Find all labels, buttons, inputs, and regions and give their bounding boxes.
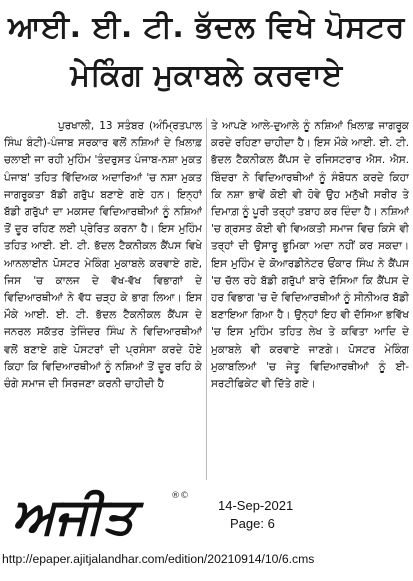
headline-line-2: ਮੇਕਿੰਗ ਮੁਕਾਬਲੇ ਕਰਵਾਏ [70,58,343,93]
edition-date: 14-Sep-2021 [218,498,294,513]
article-column-left [4,118,202,480]
column-divider [206,118,207,480]
source-url[interactable]: http://epaper.ajitjalandhar.com/edition/20210914/10/6.cms [2,552,315,566]
headline-line-1: ਆਈ. ਈ. ਟੀ. ਭੱਦਲ ਵਿਖੇ ਪੋਸਟਰ [8,10,405,45]
newspaper-logo: ਅਜੀਤ [12,486,135,545]
article-paragraph: ਪੁਰਖਾਲੀ, 13 ਸਤੰਬਰ (ਅੰਮ੍ਰਿਤਪਾਲ ਸਿੰਘ ਬੰਟੀ)-ਪੰਜਾਬ ਸਰਕਾਰ ਵਲੋਂ ਨਸ਼ਿਆਂ ਦੇ ਖ਼ਿਲਾਫ਼ ਚਲਾਈ ਜਾ ਰਹੀ ਮੁਹਿੰਮ 'ਤੰਦਰੁਸਤ ਪੰਜਾਬ-ਨਸ਼ਾ ਮੁਕਤ ਪੰਜਾਬ' ਤਹਿਤ ਵਿੱਦਿਅਕ ਅਦਾਰਿਆਂ 'ਚ ਨਸ਼ਾ ਮੁਕਤ ਜਾਗਰੂਕਤਾ ਬੱਡੀ ਗਰੁੱਪ ਬਣਾਏ ਗਏ ਹਨ। ਇਨ੍ਹਾਂ ਬੱਡੀ ਗਰੁੱਪਾਂ ਦਾ ਮਕਸਦ ਵਿਦਿਆਰਥੀਆਂ ਨੂੰ ਨਸ਼ਿਆਂ ਤੋਂ ਦੂਰ ਰਹਿਣ ਲਈ ਪ੍ਰੇਰਿਤ ਕਰਨਾ ਹੈ। ਇਸ ਮੁਹਿੰਮ ਤਹਿਤ ਆਈ. ਈ. ਟੀ. ਭੱਦਲ ਟੈਕਨੀਕਲ ਕੈਂਪਸ ਵਿਖੇ ਆਨਲਾਈਨ ਪੋਸਟਰ ਮੇਕਿੰਗ ਮੁਕਾਬਲੇ ਕਰਵਾਏ ਗਏ, ਜਿਸ 'ਚ ਕਾਲਜ ਦੇ ਵੱਖ-ਵੱਖ ਵਿਭਾਗਾਂ ਦੇ ਵਿਦਿਆਰਥੀਆਂ ਨੇ ਵੱਧ ਚੜ੍ਹ ਕੇ ਭਾਗ ਲਿਆ। ਇਸ ਮੌਕੇ ਆਈ. ਈ. ਟੀ. ਭੱਦਲ ਟੈਕਨੀਕਲ ਕੈਂਪਸ ਦੇ ਜਨਰਲ ਸਕੱਤਰ ਤੇਜਿੰਦਰ ਸਿੰਘ ਨੇ ਵਿਦਿਆਰਥੀਆਂ ਵਲੋਂ ਬਣਾਏ ਗਏ ਪੋਸਟਰਾਂ ਦੀ ਪ੍ਰਸੰਸਾ ਕਰਦੇ ਹੋਏ ਕਿਹਾ ਕਿ ਵਿਦਿਆਰਥੀਆਂ ਨੂੰ ਨਸ਼ਿਆਂ ਤੋਂ ਦੂਰ ਰਹਿ ਕੇ ਚੰਗੇ ਸਮਾਜ ਦੀ ਸਿਰਜਣਾ ਕਰਨੀ ਚਾਹੀਦੀ ਹੈ [4,120,202,391]
registered-mark: ®© [171,491,189,501]
article-paragraph: ਤੇ ਆਪਣੇ ਆਲੇ-ਦੁਆਲੇ ਨੂੰ ਨਸ਼ਿਆਂ ਖ਼ਿਲਾਫ਼ ਜਾਗਰੂਕ ਕਰਦੇ ਰਹਿਣਾ ਚਾਹੀਦਾ ਹੈ। ਇਸ ਮੌਕੇ ਆਈ. ਈ. ਟੀ. ਭੱਦਲ ਟੈਕਨੀਕਲ ਕੈਂਪਸ ਦੇ ਰਜਿਸਟਰਾਰ ਐਸ. ਐਸ. ਬਿੰਦਰਾ ਨੇ ਵਿਦਿਆਰਥੀਆਂ ਨੂੰ ਸੰਬੋਧਨ ਕਰਦੇ ਕਿਹਾ ਕਿ ਨਸ਼ਾ ਭਾਵੇਂ ਕੋਈ ਵੀ ਹੋਵੇ ਉਹ ਮਨੁੱਖੀ ਸਰੀਰ ਤੇ ਦਿਮਾਗ਼ ਨੂੰ ਪੂਰੀ ਤਰ੍ਹਾਂ ਤਬਾਹ ਕਰ ਦਿੰਦਾ ਹੈ। ਨਸ਼ਿਆਂ 'ਚ ਗ੍ਰਸਤ ਕੋਈ ਵੀ ਵਿਅਕਤੀ ਸਮਾਜ ਵਿਚ ਕਿਸੇ ਵੀ ਤਰ੍ਹਾਂ ਦੀ ਉਸਾਰੂ ਭੂਮਿਕਾ ਅਦਾ ਨਹੀਂ ਕਰ ਸਕਦਾ। ਇਸ ਮੁਹਿੰਮ ਦੇ ਕੋਆਰਡੀਨੇਟਰ ਓਂਕਾਰ ਸਿੰਘ ਨੇ ਕੈਂਪਸ 'ਚ ਚੱਲ ਰਹੇ ਬੱਡੀ ਗਰੁੱਪਾਂ ਬਾਰੇ ਦੱਸਿਆ ਕਿ ਕੈਂਪਸ ਦੇ ਹਰ ਵਿਭਾਗ 'ਚ ਦੋ ਵਿਦਿਆਰਥੀਆਂ ਨੂੰ ਸੀਨੀਅਰ ਬੱਡੀ ਬਣਾਇਆ ਗਿਆ ਹੈ। ਉਨ੍ਹਾਂ ਇਹ ਵੀ ਦੱਸਿਆ ਭਵਿੱਖ 'ਚ ਇਸ ਮੁਹਿੰਮ ਤਹਿਤ ਲੇਖ ਤੇ ਕਵਿਤਾ ਆਦਿ ਦੇ ਮੁਕਾਬਲੇ ਵੀ ਕਰਵਾਏ ਜਾਣਗੇ। ਪੋਸਟਰ ਮੇਕਿੰਗ ਮੁਕਾਬਲਿਆਂ 'ਚ ਜੇਤੂ ਵਿਦਿਆਰਥੀਆਂ ਨੂੰ ਈ-ਸਰਟੀਫਿਕੇਟ ਵੀ ਦਿੱਤੇ ਗਏ। [211,120,409,391]
page-number: Page: 6 [230,516,275,531]
article-body [4,118,409,480]
article-column-right [211,118,409,480]
